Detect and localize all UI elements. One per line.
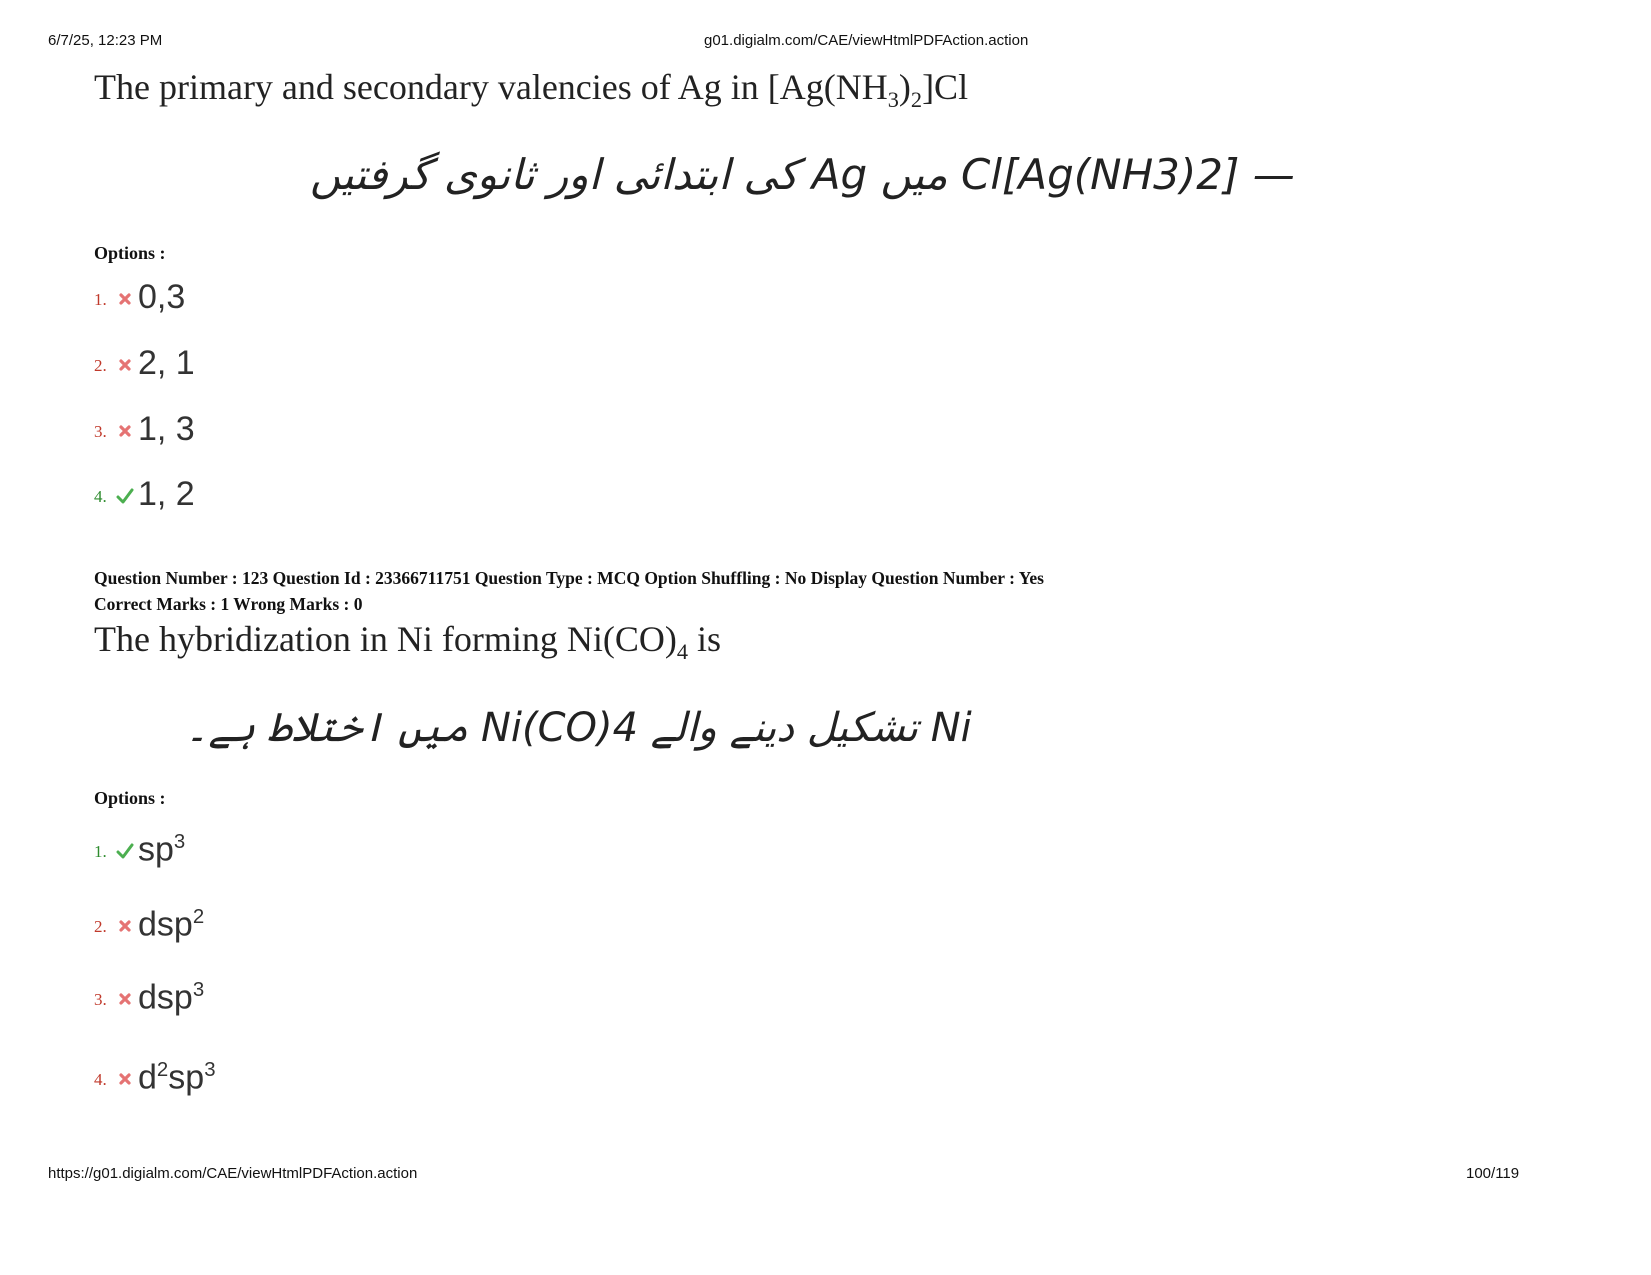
- option-q2-1: [94, 822, 185, 866]
- cross-icon: [116, 422, 134, 440]
- option-value: 2, 1: [138, 344, 195, 382]
- option-q1-2: [94, 336, 195, 380]
- check-icon: [116, 842, 134, 860]
- question-meta-line-2: Correct Marks : 1 Wrong Marks : 0: [94, 594, 363, 614]
- option-q1-3: [94, 402, 195, 446]
- print-url-footer: https://g01.digialm.com/CAE/viewHtmlPDFAction.action: [48, 1165, 418, 1182]
- option-number: 4.: [94, 487, 107, 506]
- question-2-urdu-handwritten: Ni تشکیل دینے والے Ni(CO)4 میں اختلاط ہے۔: [185, 705, 972, 751]
- question-1-urdu-handwritten: — [Ag(NH3)2]Cl میں Ag کی ابتدائی اور ثانوی گرفتیں: [310, 150, 1295, 199]
- option-q1-4: [94, 467, 195, 511]
- option-number: 3.: [94, 422, 107, 441]
- cross-icon: [116, 1070, 134, 1088]
- option-number: 4.: [94, 1070, 107, 1089]
- question-2-text: The hybridization in Ni forming $Ni(CO)_4$ is: [94, 619, 722, 665]
- option-value: $d^2sp^3$: [138, 1058, 216, 1096]
- option-q2-4: [94, 1050, 216, 1094]
- options-label-2: Options :: [94, 788, 166, 808]
- cross-icon: [116, 356, 134, 374]
- option-value: 0,3: [138, 278, 186, 316]
- cross-icon: [116, 917, 134, 935]
- option-number: 1.: [94, 842, 107, 861]
- option-value: 1, 2: [138, 475, 195, 513]
- page-number: 100/119: [1466, 1165, 1520, 1182]
- check-icon: [116, 487, 134, 505]
- option-number: 1.: [94, 290, 107, 309]
- print-url-header: g01.digialm.com/CAE/viewHtmlPDFAction.action: [704, 32, 1029, 49]
- option-q2-2: [94, 897, 204, 941]
- option-value: $sp^3$: [138, 830, 186, 868]
- question-meta-line-1: Question Number : 123 Question Id : 23366711751 Question Type : MCQ Option Shuffling : No Display Question Number : Yes: [94, 568, 1044, 588]
- option-number: 2.: [94, 356, 107, 375]
- question-1-text: The primary and secondary valencies of Ag in $[Ag(NH_3)_2]Cl$: [94, 67, 969, 113]
- option-q2-3: [94, 970, 204, 1014]
- option-value: dsp$^2$: [138, 905, 205, 943]
- options-label-1: Options :: [94, 243, 166, 263]
- option-q1-1: [94, 270, 185, 314]
- print-datetime: 6/7/25, 12:23 PM: [48, 32, 163, 49]
- option-value: dsp$^3$: [138, 978, 205, 1016]
- cross-icon: [116, 990, 134, 1008]
- cross-icon: [116, 290, 134, 308]
- option-number: 2.: [94, 917, 107, 936]
- option-number: 3.: [94, 990, 107, 1009]
- option-value: 1, 3: [138, 410, 195, 448]
